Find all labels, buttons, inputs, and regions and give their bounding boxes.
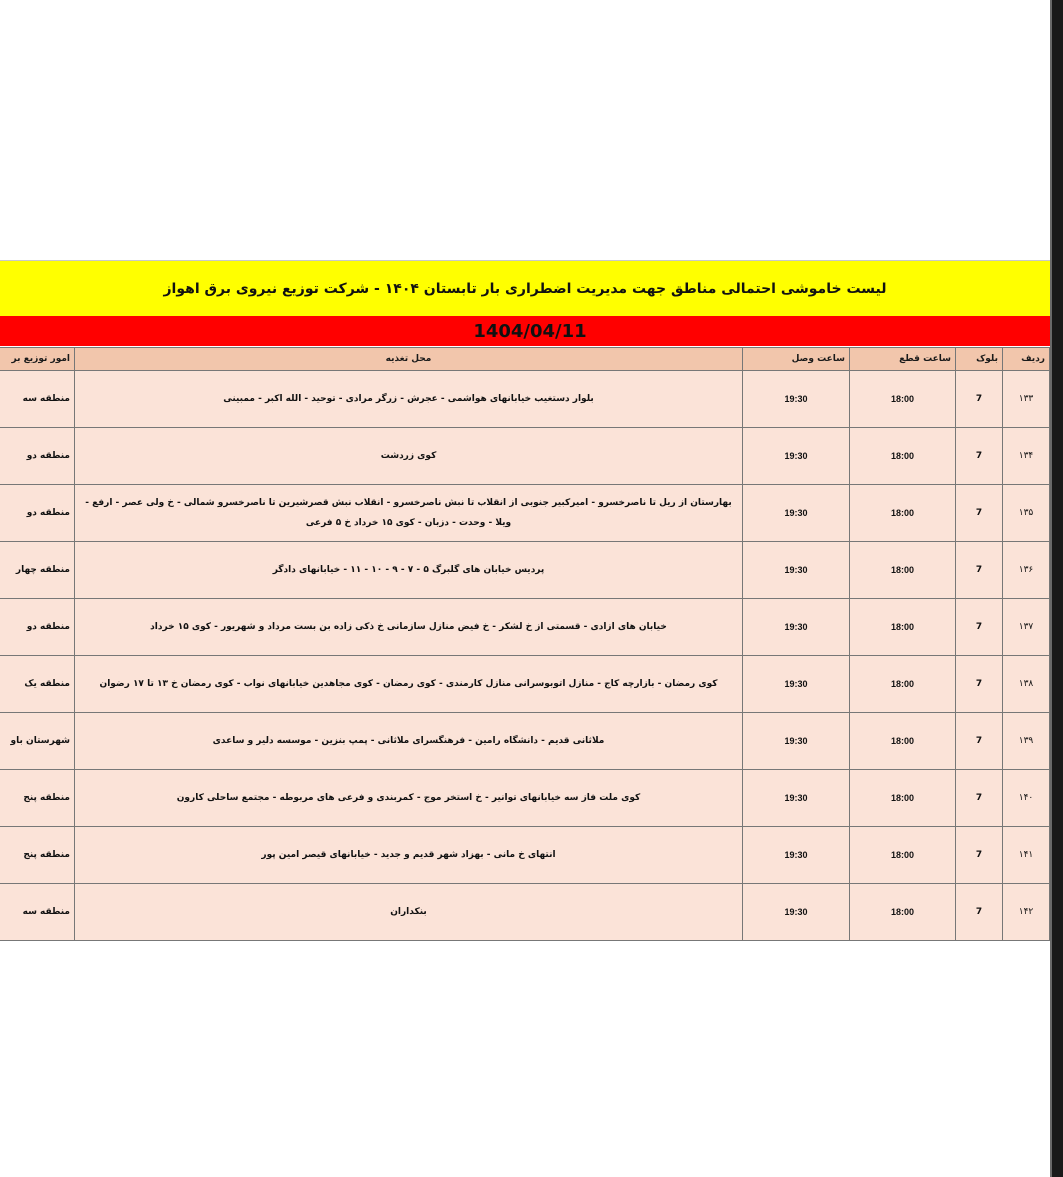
cell-location: خیابان های ازادی - قسمتی از خ لشکر - خ فیض منازل سازمانی خ ذکی زاده بن بست مرداد و شهریور - کوی ۱۵ خرداد: [75, 599, 743, 656]
cell-location: کوی رمضان - بازارچه کاج - منازل اتوبوسرانی منازل کارمندی - کوی رمضان - کوی مجاهدین خیابانهای نواب - کوی رمضان خ ۱۳ تا ۱۷ رضوان: [75, 656, 743, 713]
cell-block: 7: [956, 371, 1003, 428]
cell-area: منطقه سه: [0, 884, 75, 941]
cell-connect-time: 19:30: [743, 371, 850, 428]
cell-block: 7: [956, 485, 1003, 542]
cell-area: منطقه پنج: [0, 827, 75, 884]
header-block: بلوک: [956, 348, 1003, 371]
cell-area: منطقه دو: [0, 428, 75, 485]
cell-cut-time: 18:00: [850, 485, 956, 542]
cell-location: بلوار دستغیب خیابانهای هواشمی - عجرش - زرگر مرادی - توحید - الله اکبر - ممبینی: [75, 371, 743, 428]
cell-connect-time: 19:30: [743, 542, 850, 599]
cell-connect-time: 19:30: [743, 713, 850, 770]
cell-location: بهارستان از ریل تا ناصرخسرو - امیرکبیر جنوبی از انقلاب تا نبش ناصرخسرو - انقلاب نبش قصرشیرین تا ناصرخسرو شمالی - خ ولی عصر - ارفع - ویلا - وحدت - دزبان - کوی ۱۵ خرداد خ ۵ فرعی: [75, 485, 743, 542]
cell-connect-time: 19:30: [743, 485, 850, 542]
header-area: امور توزیع بر: [0, 348, 75, 371]
cell-area: منطقه پنج: [0, 770, 75, 827]
header-cut-time: ساعت قطع: [850, 348, 956, 371]
cell-radif: ۱۳۶: [1003, 542, 1050, 599]
cell-area: منطقه سه: [0, 371, 75, 428]
cell-block: 7: [956, 542, 1003, 599]
cell-location: بنکداران: [75, 884, 743, 941]
document-date: 1404/04/11: [473, 320, 587, 342]
cell-radif: ۱۴۰: [1003, 770, 1050, 827]
header-connect-time: ساعت وصل: [743, 348, 850, 371]
table-row: [0, 599, 1050, 656]
table-row: [0, 485, 1050, 542]
cell-block: 7: [956, 428, 1003, 485]
cell-cut-time: 18:00: [850, 428, 956, 485]
cell-block: 7: [956, 656, 1003, 713]
cell-area: منطقه دو: [0, 599, 75, 656]
document-title: لیست خاموشی احتمالی مناطق جهت مدیریت اضطراری بار تابستان ۱۴۰۴ - شرکت توزیع نیروی برق اهواز: [163, 280, 887, 297]
screen-edge-highlight: [1050, 0, 1052, 1177]
table-header-row: [0, 348, 1050, 371]
cell-area: منطقه دو: [0, 485, 75, 542]
cell-cut-time: 18:00: [850, 599, 956, 656]
cell-location: ملاثانی قدیم - دانشگاه رامین - فرهنگسرای ملاثانی - پمپ بنزین - موسسه دلیر و ساعدی: [75, 713, 743, 770]
cell-connect-time: 19:30: [743, 656, 850, 713]
table-row: [0, 827, 1050, 884]
cell-cut-time: 18:00: [850, 884, 956, 941]
date-banner: [0, 316, 1050, 346]
table-row: [0, 713, 1050, 770]
cell-cut-time: 18:00: [850, 713, 956, 770]
outage-table: [0, 347, 1050, 941]
table-row: [0, 428, 1050, 485]
cell-connect-time: 19:30: [743, 599, 850, 656]
cell-location: انتهای خ مانی - بهزاد شهر قدیم و جدید - خیابانهای قیصر امین پور: [75, 827, 743, 884]
cell-radif: ۱۳۸: [1003, 656, 1050, 713]
cell-location: پردیس خیابان های گلبرگ ۵ - ۷ - ۹ - ۱۰ - ۱۱ - خیابانهای دادگر: [75, 542, 743, 599]
cell-cut-time: 18:00: [850, 542, 956, 599]
cell-connect-time: 19:30: [743, 827, 850, 884]
cell-block: 7: [956, 827, 1003, 884]
cell-radif: ۱۴۱: [1003, 827, 1050, 884]
cell-cut-time: 18:00: [850, 770, 956, 827]
table-row: [0, 770, 1050, 827]
header-radif: ردیف: [1003, 348, 1050, 371]
cell-cut-time: 18:00: [850, 656, 956, 713]
cell-connect-time: 19:30: [743, 428, 850, 485]
cell-block: 7: [956, 599, 1003, 656]
cell-block: 7: [956, 770, 1003, 827]
cell-radif: ۱۳۳: [1003, 371, 1050, 428]
cell-connect-time: 19:30: [743, 770, 850, 827]
table-row: [0, 542, 1050, 599]
table-row: [0, 371, 1050, 428]
header-location: محل تغذیه: [75, 348, 743, 371]
title-banner: [0, 260, 1050, 316]
cell-area: منطقه یک: [0, 656, 75, 713]
cell-area: شهرستان باو: [0, 713, 75, 770]
table-row: [0, 884, 1050, 941]
cell-connect-time: 19:30: [743, 884, 850, 941]
cell-radif: ۱۳۷: [1003, 599, 1050, 656]
cell-block: 7: [956, 713, 1003, 770]
cell-area: منطقه چهار: [0, 542, 75, 599]
cell-radif: ۱۳۹: [1003, 713, 1050, 770]
cell-cut-time: 18:00: [850, 827, 956, 884]
cell-radif: ۱۴۲: [1003, 884, 1050, 941]
cell-radif: ۱۳۵: [1003, 485, 1050, 542]
cell-location: کوی زردشت: [75, 428, 743, 485]
cell-radif: ۱۳۴: [1003, 428, 1050, 485]
cell-block: 7: [956, 884, 1003, 941]
cell-location: کوی ملت فاز سه خیابانهای توانیر - خ استخر موج - کمربندی و فرعی های مربوطه - مجتمع ساحلی کارون: [75, 770, 743, 827]
cell-cut-time: 18:00: [850, 371, 956, 428]
table-row: [0, 656, 1050, 713]
